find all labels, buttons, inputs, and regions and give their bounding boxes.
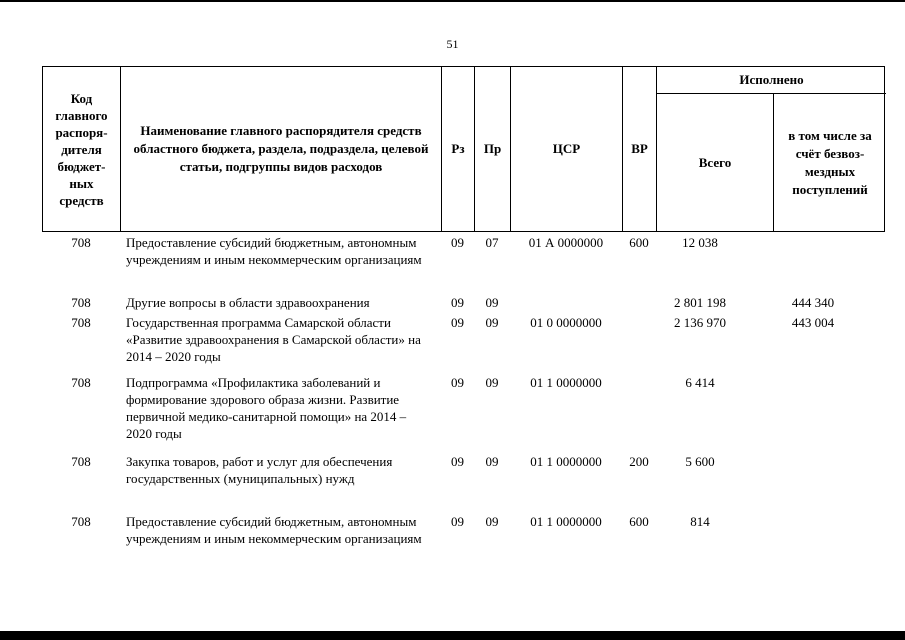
cell-code: 708 xyxy=(71,454,91,469)
cell-rz: 09 xyxy=(451,514,464,529)
header-vr: ВР xyxy=(623,67,657,231)
cell-vr: 600 xyxy=(629,514,649,529)
cell-csr: 01 0 0000000 xyxy=(530,315,602,330)
cell-total: 12 038 xyxy=(682,235,718,250)
cell-name: Закупка товаров, работ и услуг для обеспечения государственных (муниципальных) нужд xyxy=(126,454,393,486)
page-number: 51 xyxy=(446,37,459,51)
cell-pr: 09 xyxy=(485,295,499,310)
header-code: Код главного распоря-дителя бюджет-ных средств xyxy=(43,67,121,231)
cell-total: 814 xyxy=(690,514,710,529)
cell-csr: 01 1 0000000 xyxy=(530,454,602,469)
cell-free: 443 004 xyxy=(791,315,835,330)
cell-vr: 600 xyxy=(629,235,649,250)
cell-name: Предоставление субсидий бюджетным, автономным учреждениям и иным некоммерческим организациям xyxy=(126,514,422,546)
cell-pr: 09 xyxy=(485,514,499,529)
header-name: Наименование главного распорядителя средств областного бюджета, раздела, подраздела, целевой статьи, подгруппы видов расходов xyxy=(121,67,442,231)
table-header xyxy=(42,66,885,232)
cell-rz: 09 xyxy=(451,454,464,469)
header-executed: Исполнено xyxy=(657,67,886,94)
cell-total: 2 801 198 xyxy=(674,295,726,310)
top-border-line xyxy=(0,0,905,2)
cell-code: 708 xyxy=(71,315,91,330)
header-pr: Пр xyxy=(475,67,511,231)
cell-pr: 07 xyxy=(485,235,499,250)
cell-name: Государственная программа Самарской области «Развитие здравоохранения в Самарской области» на 2014 – 2020 годы xyxy=(126,315,421,364)
cell-total: 5 600 xyxy=(685,454,715,469)
cell-pr: 09 xyxy=(485,454,499,469)
cell-pr: 09 xyxy=(485,315,499,330)
cell-name: Подпрограмма «Профилактика заболеваний и формирование здорового образа жизни. Развитие первичной медико-санитарной помощи» на 2014 – 2020 годы xyxy=(126,375,407,441)
cell-rz: 09 xyxy=(451,235,464,250)
cell-code: 708 xyxy=(71,295,91,310)
header-rz: Рз xyxy=(442,67,475,231)
header-total: Всего xyxy=(657,94,774,231)
cell-pr: 09 xyxy=(485,375,499,390)
header-csr: ЦСР xyxy=(511,67,623,231)
cell-csr: 01 1 0000000 xyxy=(530,375,602,390)
header-free-receipts: в том числе за счёт безвоз-мездных поступлений xyxy=(788,127,872,197)
cell-code: 708 xyxy=(71,375,91,390)
cell-csr: 01 1 0000000 xyxy=(530,514,602,529)
bottom-border-bar xyxy=(0,631,905,640)
cell-total: 6 414 xyxy=(685,375,715,390)
cell-free: 444 340 xyxy=(791,295,835,310)
cell-name: Предоставление субсидий бюджетным, автономным учреждениям и иным некоммерческим организациям xyxy=(126,235,422,267)
cell-rz: 09 xyxy=(451,315,464,330)
cell-csr: 01 А 0000000 xyxy=(528,235,604,250)
cell-vr: 200 xyxy=(629,454,649,469)
cell-name: Другие вопросы в области здравоохранения xyxy=(126,295,370,310)
cell-code: 708 xyxy=(71,514,91,529)
cell-code: 708 xyxy=(71,235,91,250)
cell-total: 2 136 970 xyxy=(674,315,726,330)
cell-rz: 09 xyxy=(451,295,464,310)
cell-rz: 09 xyxy=(451,375,464,390)
